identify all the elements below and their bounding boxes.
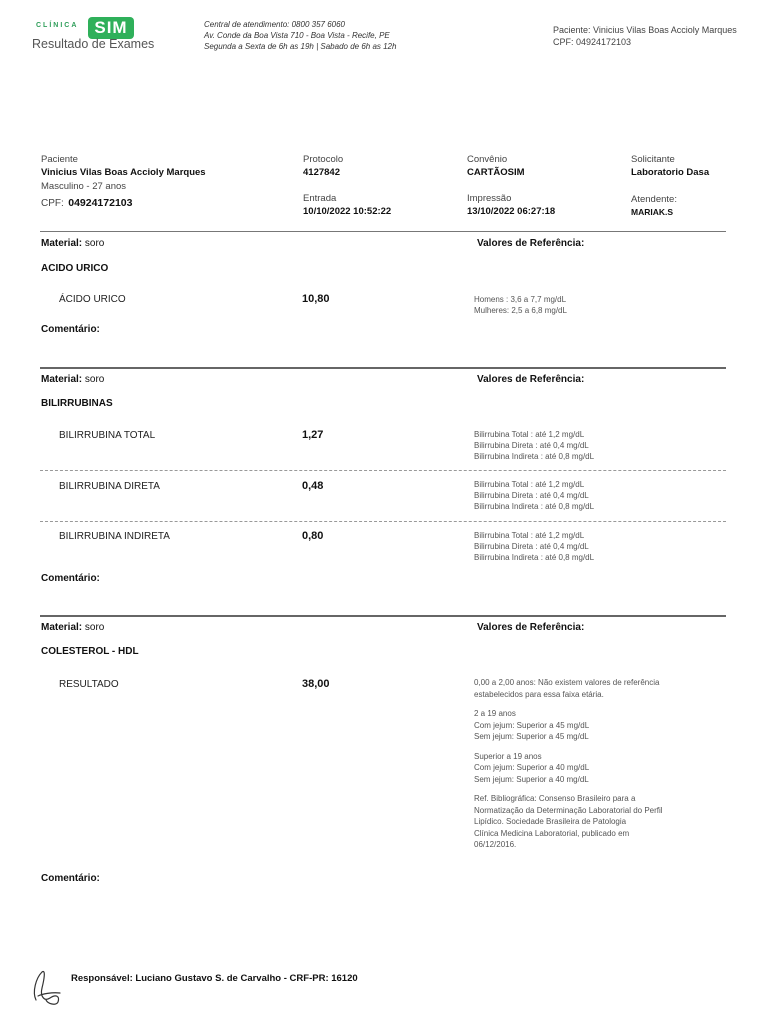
material-label: Material: [41,622,83,633]
protocolo-value: 4127842 [303,167,340,178]
material-value: soro [84,374,105,385]
ref-line: Mulheres: 2,5 a 6,8 mg/dL [474,306,567,315]
protocolo-label: Protocolo [303,154,344,165]
contact-phone: Central de atendimento: 0800 357 6060 [204,20,345,29]
material-label: Material: [41,374,83,385]
entrada-label: Entrada [303,193,337,204]
solicitante-value: Laboratorio Dasa [631,167,710,178]
material-line [41,238,104,249]
solicitante-label: Solicitante [631,154,675,165]
entrada-value: 10/10/2022 10:52:22 [303,206,392,217]
reference-values [474,530,594,563]
test-name: BILIRRUBINA DIRETA [59,481,160,492]
test-name: ÁCIDO URICO [59,294,126,305]
comment-label: Comentário: [41,573,100,584]
atendente-label: Atendente: [631,194,677,205]
ref-line: Normatização da Determinação Laboratorial do Perfil [474,805,663,815]
ref-header: Valores de Referência: [477,622,585,633]
logo-subtitle: Resultado de Exames [32,37,155,51]
reference-values [474,479,594,512]
reference-values [474,677,714,859]
divider [40,231,726,232]
header-patient-info [553,24,737,48]
material-label: Material: [41,238,83,249]
ref-line: Bilirrubina Direta : até 0,4 mg/dL [474,542,589,551]
ref-line: Clínica Medicina Laboratorial, publicado em [474,828,630,838]
section-divider [40,615,726,617]
section-divider [40,367,726,369]
cpf-label: CPF: [41,198,64,209]
ref-line: Bilirrubina Direta : até 0,4 mg/dL [474,491,589,500]
test-value: 1,27 [302,429,324,441]
ref-line: 0,00 a 2,00 anos: Não existem valores de referência [474,678,660,687]
row-divider [40,521,726,522]
comment-label: Comentário: [41,324,100,335]
logo-clinica-text: CLÍNICA [36,22,79,29]
comment-label: Comentário: [41,873,100,884]
ref-line: Homens : 3,6 a 7,7 mg/dL [474,295,567,304]
ref-line: Com jejum: Superior a 40 mg/dL [474,763,590,772]
exam-title: COLESTEROL - HDL [41,646,139,657]
test-name: RESULTADO [59,679,119,690]
cpf-line [41,193,132,211]
row-divider [40,470,726,471]
paciente-label: Paciente [41,154,78,165]
impressao-label: Impressão [467,193,512,204]
ref-line: 2 a 19 anos [474,709,516,718]
ref-header: Valores de Referência: [477,374,585,385]
ref-line: Com jejum: Superior a 45 mg/dL [474,720,590,730]
ref-paragraph [474,751,714,786]
ref-line: Sem jejum: Superior a 45 mg/dL [474,732,589,741]
ref-line: Ref. Bibliográfica: Consenso Brasileiro para a [474,794,636,803]
ref-line: Bilirrubina Total : até 1,2 mg/dL [474,430,585,439]
ref-line: Bilirrubina Direta : até 0,4 mg/dL [474,441,589,450]
ref-line: Bilirrubina Indireta : até 0,8 mg/dL [474,553,595,562]
logo-sim-badge: SIM [88,17,134,39]
ref-line: Bilirrubina Total : até 1,2 mg/dL [474,480,585,489]
material-line [41,622,104,633]
ref-header: Valores de Referência: [477,238,585,249]
exam-title: ACIDO URICO [41,263,109,274]
ref-line: estabelecidos para essa faixa etária. [474,689,604,699]
signature-image [30,966,64,1006]
contact-address: Av. Conde da Boa Vista 710 - Boa Vista - Recife, PE [204,31,390,40]
header-patient-name: Paciente: Vinicius Vilas Boas Accioly Marques [553,25,737,35]
material-line [41,374,104,385]
test-value: 0,80 [302,530,324,542]
reference-values [474,429,594,462]
contact-info [204,19,396,52]
ref-paragraph [474,793,714,851]
header-patient-cpf: CPF: 04924172103 [553,37,632,47]
ref-line: Lipídico. Sociedade Brasileira de Patologia [474,817,627,826]
contact-hours: Segunda a Sexta de 6h as 19h | Sabado de 6h as 12h [204,42,397,51]
ref-paragraph [474,677,714,700]
material-value: soro [84,238,105,249]
paciente-name: Vinicius Vilas Boas Accioly Marques [41,167,206,178]
atendente-value: MARIAK.S [631,207,674,217]
convenio-value: CARTÃOSIM [467,167,525,178]
reference-values [474,294,567,316]
test-name: BILIRRUBINA INDIRETA [59,531,170,542]
ref-line: Bilirrubina Indireta : até 0,8 mg/dL [474,452,595,461]
sex-age: Masculino - 27 anos [41,181,127,192]
test-value: 0,48 [302,480,324,492]
cpf-value: 04924172103 [68,197,133,209]
test-value: 10,80 [302,293,330,305]
responsavel-line: Responsável: Luciano Gustavo S. de Carvalho - CRF-PR: 16120 [71,973,358,984]
test-name: BILIRRUBINA TOTAL [59,430,156,441]
ref-paragraph [474,708,714,743]
ref-line: Sem jejum: Superior a 40 mg/dL [474,774,589,784]
ref-line: Bilirrubina Total : até 1,2 mg/dL [474,531,585,540]
impressao-value: 13/10/2022 06:27:18 [467,206,556,217]
ref-line: Superior a 19 anos [474,751,542,761]
test-value: 38,00 [302,678,330,690]
ref-line: 06/12/2016. [474,840,517,849]
convenio-label: Convênio [467,154,508,165]
exam-title: BILIRRUBINAS [41,398,113,409]
material-value: soro [84,622,105,633]
ref-line: Bilirrubina Indireta : até 0,8 mg/dL [474,502,595,511]
